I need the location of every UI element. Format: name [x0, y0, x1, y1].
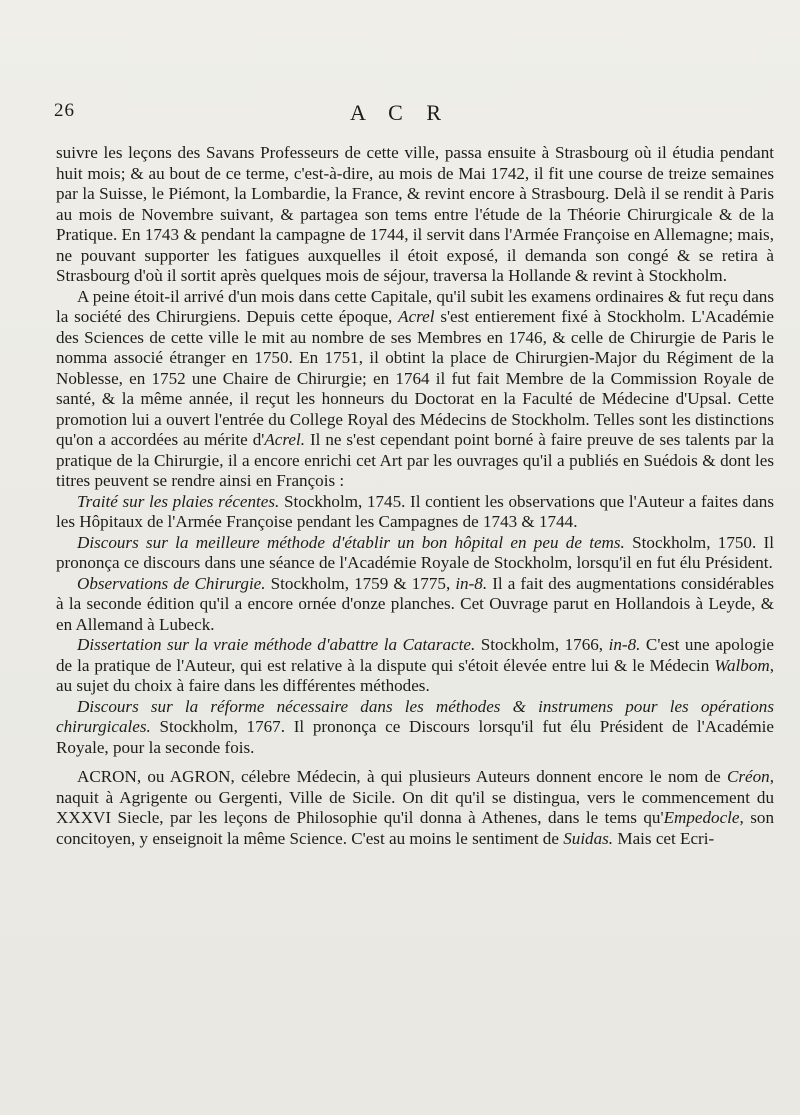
italic-text: Traité sur les plaies récentes. [77, 491, 280, 511]
italic-text: in-8. [608, 635, 641, 654]
text-run: Stockholm, 1767. Il prononça ce Discours lorsqu'il fut élu Président de l'Académie Royale, pour la seconde fois. [56, 717, 774, 757]
dictionary-entry [56, 767, 774, 849]
text-run: , au sujet du choix à faire dans les différentes méthodes. [56, 655, 774, 695]
text-run: Il ne s'est cependant point borné à faire preuve de ses talents par la pratique de la Chirurgie, il a encore enrichi cet Art par les ouvrages qu'il a publiés en Suédois & dont les titres peuvent se rendre ainsi en François : [56, 430, 774, 490]
text-run: Il a fait des augmentations considérables à la seconde édition qu'il a encore ornée d'onze planches. Cet Ouvrage parut en Hollandois à Leyde, & en Allemand à Lubeck. [56, 573, 774, 634]
text-run: ACRON, ou AGRON, célebre Médecin, à qui plusieurs Auteurs donnent encore le nom de [77, 767, 727, 786]
paragraph [56, 533, 774, 574]
text-run: Stockholm, 1745. Il contient les observations que l'Auteur a faites dans les Hôpitaux de l'Armée Françoise pendant les Campagnes de 1743 & 1744. [56, 491, 774, 531]
text-run: Mais cet Ecri- [613, 828, 715, 848]
paragraph [56, 287, 774, 492]
text-run: C'est une apologie de la pratique de l'Auteur, qui est relative à la dispute qui s'étoit élevée entre lui & le Médecin [56, 635, 774, 675]
italic-text: Acrel. [264, 430, 305, 449]
paragraph [56, 492, 774, 533]
text-run: , naquit à Agrigente ou Gergenti, Ville de Sicile. On dit qu'il se distingua, vers le commencement du XXXVI Siecle, par les leçons de Philosophie qu'il donna à Athenes, dans le tems qu' [56, 767, 774, 827]
italic-text: Walbom [714, 655, 770, 675]
body-text [56, 143, 774, 849]
italic-text: Dissertation sur la vraie méthode d'abattre la Cataracte. [77, 635, 476, 654]
page-header [0, 100, 800, 130]
paragraph [56, 635, 774, 697]
text-run: A peine étoit-il arrivé d'un mois dans cette Capitale, qu'il subit les examens ordinaires & fut reçu dans la société des Chirurgiens. Depuis cette époque, [56, 286, 774, 326]
italic-text: in-8. [455, 573, 488, 593]
italic-text: Empedocle [663, 808, 740, 827]
italic-text: Observations de Chirurgie. [77, 573, 266, 593]
text-run: Stockholm, 1759 & 1775, [265, 573, 456, 593]
text-run: , son concitoyen, y enseignoit la même Science. C'est au moins le sentiment de [56, 808, 774, 848]
text-run: suivre les leçons des Savans Professeurs de cette ville, passa ensuite à Strasbourg où il étudia pendant huit mois; & au bout de ce terme, c'est-à-dire, au mois de Mai 1742, il fit une course de treize semaines par la Suisse, le Piémont, la Lombardie, la France, & revint encore à Strasbourg. Delà il se rendit à Paris au mois de Novembre suivant, & partagea son tems entre l'étude de la Théorie Chirurgicale & de la Pratique. En 1743 & pendant la campagne de 1744, il servit dans l'Armée Françoise en Allemagne; mais, ne pouvant supporter les fatigues auxquelles il étoit exposé, il demanda son congé & se retira à Strasbourg d'où il sortit après quelques mois de séjour, traversa la Hollande & revint à Stockholm. [56, 143, 774, 285]
paragraph [56, 143, 774, 287]
paragraph [56, 574, 774, 636]
italic-text: Suidas. [563, 828, 614, 848]
italic-text: Discours sur la réforme nécessaire dans les méthodes & instrumens pour les opérations chirurgicales. [56, 696, 774, 736]
page-number: 26 [54, 100, 75, 121]
text-run: Stockholm, 1750. Il prononça ce discours dans une séance de l'Académie Royale de Stockholm, lorsqu'il en fut élu Président. [56, 532, 775, 572]
italic-text: Discours sur la meilleure méthode d'établir un bon hôpital en peu de tems. [77, 532, 625, 552]
text-run: Stockholm, 1766, [475, 635, 609, 654]
italic-text: Créon [726, 767, 770, 786]
text-run: s'est entierement fixé à Stockholm. L'Académie des Sciences de cette ville le mit au nombre de ses Membres en 1746, & celle de Chirurgie de Paris le nomma associé étranger en 1750. En 1751, il obtint la place de Chirurgien-Major du Régiment de la Noblesse, en 1752 une Chaire de Chirurgie; en 1764 il fut fait Membre de la Commission Royale de santé, & la même année, il reçut les honneurs du Doctorat en la Faculté de Médecine d'Upsal. Cette promotion lui a ouvert l'entrée du College Royal des Médecins de Stockholm. Telles sont les distinctions qu'on a accordées au mérite d' [56, 307, 775, 449]
paragraph [56, 697, 774, 759]
running-head: A C R [349, 100, 451, 125]
italic-text: Acrel [398, 307, 435, 326]
